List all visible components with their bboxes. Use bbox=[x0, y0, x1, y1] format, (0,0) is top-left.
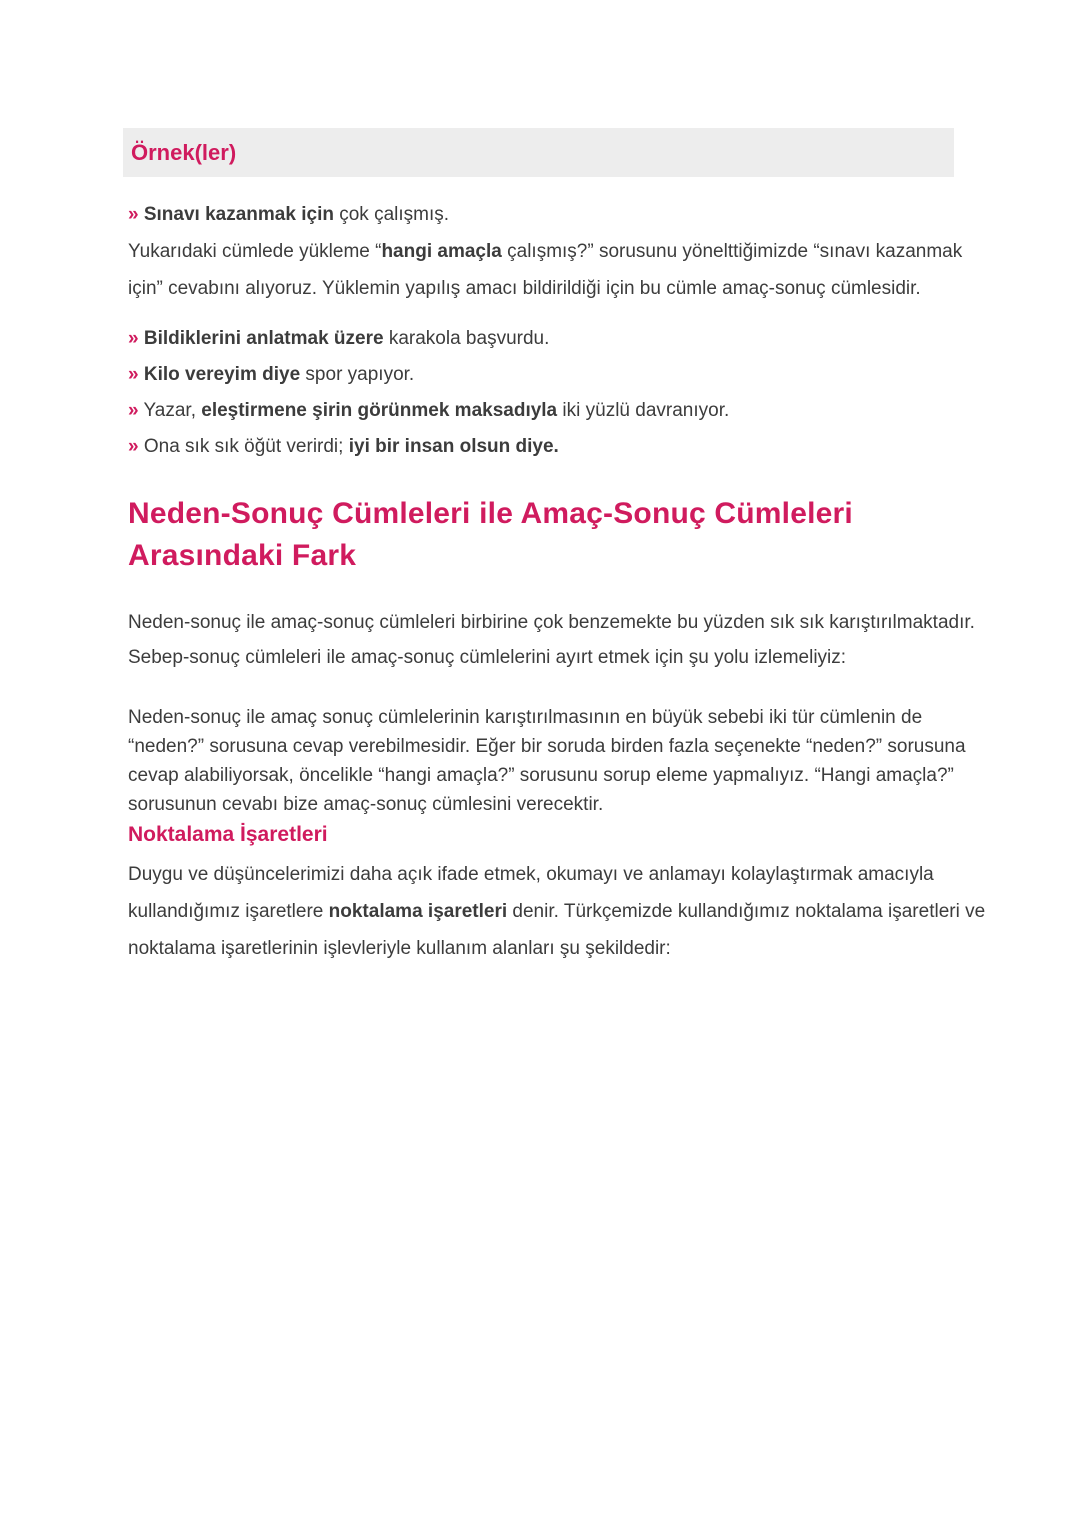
example-lead-bullet-text: Sınavı kazanmak için çok çalışmış. bbox=[143, 204, 450, 225]
example-bullet-item bbox=[128, 357, 996, 393]
example-box-title: Örnek(ler) bbox=[131, 139, 237, 165]
bullet-marker: » bbox=[128, 436, 139, 457]
punctuation-paragraph: Duygu ve düşüncelerimizi daha açık ifade etmek, okumayı ve anlamayı kolaylaştırmak amacıyla kullandığımız işaretlere noktalama işaretleri denir. Türkçemizde kullandığımız noktalama işaretleri ve noktalama işaretlerinin işlevleriyle kullanım alanları şu şekildedir: bbox=[128, 864, 986, 959]
bullet-marker: » bbox=[128, 204, 139, 225]
example-bullet-item bbox=[128, 429, 996, 465]
example-bullet-text: Kilo vereyim diye spor yapıyor. bbox=[143, 364, 415, 385]
bullet-marker: » bbox=[128, 400, 139, 421]
example-bullet-item bbox=[128, 321, 996, 357]
section-intro-paragraph: Neden-sonuç ile amaç-sonuç cümleleri birbirine çok benzemekte bu yüzden sık sık karıştırılmaktadır. Sebep-sonuç cümleleri ile amaç-sonuç cümlelerini ayırt etmek için şu yolu izlemeliyiz: bbox=[128, 612, 975, 668]
example-bullet-item bbox=[128, 393, 996, 429]
bullet-marker: » bbox=[128, 328, 139, 349]
example-lead-bullet bbox=[128, 196, 996, 233]
example-bullet-text: Bildiklerini anlatmak üzere karakola başvurdu. bbox=[143, 328, 550, 349]
example-bullet-text: Ona sık sık öğüt verirdi; iyi bir insan olsun diye. bbox=[143, 436, 559, 457]
example-explanation-paragraph: Yukarıdaki cümlede yükleme “hangi amaçla çalışmış?” sorusunu yönelttiğimizde “sınavı kazanmak için” cevabını alıyoruz. Yüklemin yapılış amacı bildirildiği için bu cümle amaç-sonuç cümlesidir. bbox=[128, 241, 963, 299]
section-heading: Neden-Sonuç Cümleleri ile Amaç-Sonuç Cümleleri Arasındaki Fark bbox=[128, 497, 853, 572]
bullet-marker: » bbox=[128, 364, 139, 385]
section-body-paragraph: Neden-sonuç ile amaç sonuç cümlelerinin karıştırılmasının en büyük sebebi iki tür cümlenin de “neden?” sorusuna cevap verebilmesidir. Eğer bir soruda birden fazla seçenekte “neden?” sorusuna cevap alabiliyorsak, öncelikle “hangi amaçla?” sorusunu sorup eleme yapmalıyız. “Hangi amaçla?” sorusunun cevabı bize amaç-sonuç cümlesini verecektir. bbox=[128, 707, 966, 815]
example-bullet-text: Yazar, eleştirmene şirin görünmek maksadıyla iki yüzlü davranıyor. bbox=[143, 400, 730, 421]
punctuation-heading: Noktalama İşaretleri bbox=[128, 823, 328, 846]
example-box-header bbox=[123, 128, 954, 177]
example-bullet-list bbox=[128, 321, 996, 465]
